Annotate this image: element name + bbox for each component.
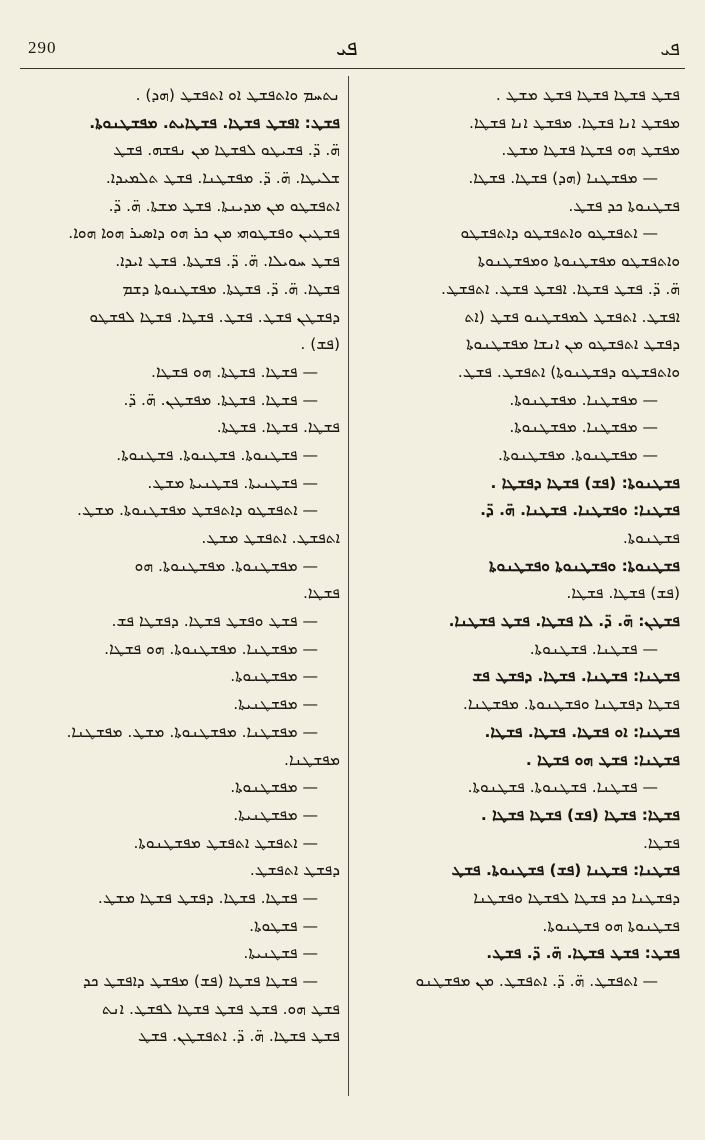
entry-line: — ܡܦܫܛܢܘܬܐ. ܡܦܫܛܢܘܬܐ. ܗܘ	[134, 556, 318, 575]
entry-line: ܕܦܫܛܢܐ ܟܕ ܦܫܛܐ ܠܦܫܛܐ ܘܦܫܛܢܐ	[473, 888, 680, 907]
page-number: 290	[28, 38, 57, 57]
entry-line: — ܐܬܦܫܛܘ ܕܐܬܦܫܛ ܡܦܫܛܢܘܬܐ. ܡܫܛ.	[77, 501, 318, 520]
entry-line: ܘܐܬܦܫܛܘ ܡܦܫܛܢܘܬܐ ܘܡܦܫܛܢܘܬܐ	[477, 252, 680, 271]
entry-line: — ܦܫܛܐ. ܦܫܛܬܐ. ܡܦܫܛܢ. ܗ̈. ܕ̈.	[123, 390, 318, 409]
right-column	[362, 82, 680, 996]
entry-line: — ܡܦܫܛܢܐ (ܗܕ) ܦܫܛܐ. ܦܫܛܐ.	[468, 169, 658, 188]
entry-headword-line: ܦܫܛܢܐ: ܦܫܛܢܐ. ܦܫܛܐ. ܕܦܫܛ ܦܫ	[472, 667, 680, 686]
entry-line: — ܦܫܛܘܬܐ.	[249, 916, 318, 935]
entry-line: ܦܫܛ ܦܫܛܐ. ܗ̈. ܕ̈. ܐܬܦܫܛܢ. ܦܫܛ	[138, 1027, 340, 1046]
entry-line: — ܐܬܦܫܛ. ܗ̈. ܕ̈. ܐܬܦܫܛ. ܡܢ ܡܦܫܛܢܘ	[415, 972, 658, 990]
entry-line: ܦܫܛܐ.	[303, 584, 340, 603]
entry-line: — ܦܫܛܐ. ܦܫܛܬܐ. ܗܘ ܦܫܛܐ.	[151, 362, 318, 381]
entry-headword-line: ܦܫܛܢܘܬܐ: (ܦܫ) ܦܫܛܐ ܕܦܫܛܐ .	[490, 473, 680, 492]
header-rule	[20, 68, 685, 69]
left-column	[22, 82, 340, 1051]
entry-line: — ܡܦܫܛܢܐ. ܡܦܫܛܢܘܬܐ.	[509, 390, 658, 409]
entry-headword-line: ܦܫܛܢܐ: ܘܦܫܛܢܐ. ܦܫܛܢܐ. ܗ̈. ܕ̈.	[480, 501, 680, 520]
entry-line: ܦܫܛܐ. ܗ̈. ܕ̈. ܦܫܛܬܐ. ܡܦܫܛܢܘܬܐ ܕܫܡ	[122, 279, 340, 298]
entry-line: — ܐܬܦܫܛ ܐܬܦܫܛ ܡܦܫܛܢܘܬܐ.	[133, 833, 318, 852]
entry-line: — ܡܦܫܛܢܐ. ܡܦܫܛܢܘܬܐ. ܡܫܛ. ܡܦܫܛܢܐ.	[66, 722, 318, 741]
running-head-right: ܦܝ	[660, 36, 680, 60]
entry-headword-line: ܦܫܛ: ܦܫܛ ܦܫܛܐ. ܗ̈. ܕ̈. ܦܫܛ.	[486, 944, 680, 963]
column-divider	[348, 76, 349, 1096]
entry-line: — ܦܫܛܢܐ. ܦܫܛܢܘܬܐ. ܦܫܛܢܘܬܐ.	[467, 778, 658, 797]
entry-headword-line: ܦܫܛܢ: ܗ̈. ܕ̈. ܠܐ ܦܫܛܐ. ܦܫܛ ܦܫܛܢܐ.	[448, 612, 680, 631]
entry-line: (ܦܫ) ܦܫܛܐ. ܦܫܛܐ.	[566, 584, 680, 603]
entry-line: — ܡܦܫܛܢܝܬܐ.	[233, 805, 318, 824]
entry-line: — ܦܫܛܢܘܬܐ. ܦܫܛܢܘܬܐ. ܦܫܛܢܘܬܐ.	[116, 445, 318, 464]
entry-line: ܕܦܫܛܢ ܦܫܛ. ܦܫܛ. ܦܫܛܐ. ܦܫܛܐ ܠܦܫܛܘ	[89, 307, 340, 326]
entry-line: ܦܫܛ ܗܘ. ܦܫܛ ܦܫܛ ܦܫܛܐ ܠܦܫܛ. ܐܢܬ	[102, 999, 340, 1018]
entry-headword-line: ܦܫܛܢܐ: ܦܫܛܢܐ (ܦܫ) ܦܫܛܢܘܬܐ. ܦܫܛ	[451, 861, 680, 880]
entry-line: — ܡܦܫܛܢܐ. ܡܦܫܛܢܘܬܐ.	[509, 418, 658, 437]
entry-headword-line: ܦܫܛܢܐ: ܐܘ ܦܫܛܐ. ܦܫܛܐ. ܦܫܛܐ.	[484, 722, 680, 741]
entry-line: ܐܬܦܫܛ. ܐܬܦܫܛ ܡܫܛ.	[201, 529, 340, 547]
entry-line: ܦܫܛܐ ܕܦܫܛܢܐ ܘܦܫܛܢܘܬܐ. ܡܦܫܛܢܐ.	[462, 695, 680, 714]
entry-line: ܦܫܛ ܦܫܛܐ ܦܫܛܐ ܦܫܛ ܡܫܛ .	[495, 86, 680, 104]
entry-line: — ܐܬܦܫܛܘ ܘܐܬܦܫܛܘ ܕܐܬܦܫܛܘ	[460, 224, 658, 243]
entry-headword-line: ܦܫܛ: ܐܦܫܛ ܦܫܛܐ. ܦܫܛܐܝܬ. ܡܦܫܛܢܘܬܐ.	[89, 113, 340, 132]
entry-line: (ܦܫ) .	[300, 335, 340, 354]
entry-line: — ܦܫܛܢܐ. ܦܫܛܢܘܬܐ.	[529, 639, 658, 658]
entry-line: ܦܫܛܐ. ܦܫܛܐ. ܦܫܛܬܐ.	[216, 418, 340, 437]
entry-line: ܡܦܫܛ ܐܢܐ ܦܫܛܐ. ܡܦܫܛ ܐܢܐ ܦܫܛܐ.	[469, 113, 680, 132]
entry-headword-line: ܦܫܛܢܐ: ܦܫܛ ܗܘ ܦܫܛܐ .	[525, 750, 680, 769]
entry-line: — ܡܦܫܛܢܝܬܐ.	[233, 695, 318, 714]
entry-headword-line: ܦܫܛܢܘܬܐ: ܘܦܫܛܢܘܬܐ ܘܦܫܛܢܘܬܐ	[489, 556, 680, 575]
entry-line: ܦܫܛܢܘܬܐ ܟܕ ܦܫܛ.	[568, 196, 680, 215]
entry-line: ܫܠܝܛܐ. ܗ̈. ܕ̈. ܡܦܫܛܢܐ. ܦܫܛ ܬܠܡܝܕܐ.	[105, 169, 340, 188]
entry-line: ܦܫܛܐ.	[643, 833, 680, 852]
entry-line: — ܡܦܫܛܢܘܬܐ.	[230, 667, 318, 686]
entry-line: ܢܬܚܡ ܘܐܬܦܫܛ ܐܘ ܐܬܦܫܛ (ܗܕ) .	[135, 86, 340, 104]
entry-line: — ܦܫܛܢܝܬܐ.	[243, 944, 318, 963]
entry-line: ܦܫܛܝܢ ܘܦܫܛܘܗܝ ܡܢ ܟܪ ܗܘ ܕܐܣܝܪ ܗܘܐ ܗܘܐ.	[68, 224, 340, 243]
entry-line: ܘܐܬܦܫܛܘ ܕܦܫܛܢܘܬܐ) ܐܬܦܫܛ. ܦܫܛ.	[457, 362, 680, 381]
entry-headword-line: ܦܫܛܐ: ܦܫܛܐ (ܦܫ) ܦܫܛܐ ܦܫܛܐ .	[480, 805, 680, 824]
entry-line: ܕܦܫܛ ܐܬܦܫܛ.	[249, 861, 340, 880]
entry-line: ܦܫܛܢܘܬܐ ܗܘ ܦܫܛܢܘܬܐ.	[542, 916, 680, 935]
entry-line: ܐܬܦܫܛܘ ܡܢ ܡܕܝܢܬܐ. ܦܫܛ ܡܫܬܐ. ܗ̈. ܕ̈.	[108, 196, 340, 215]
entry-line: — ܦܫܛܢܝܬܐ. ܦܫܛܢܝܬܐ ܡܫܛ.	[147, 473, 318, 492]
entry-line: ܗ̈. ܕ̈. ܦܫܛ ܦܫܛܐ. ܐܦܫܛ ܦܫܛ. ܐܬܦܫܛ.	[441, 279, 680, 298]
entry-line: ܡܦܫܛܢܐ.	[284, 750, 340, 769]
entry-line: ܡܦܫܛ ܗܘ ܦܫܛܐ ܦܫܛܐ ܡܫܛ.	[501, 141, 680, 160]
entry-line: ܗ̈. ܕ̈. ܦܫܝܛܘ ܠܦܫܛܐ ܡܢ ܢܦܫܗ. ܦܫܛ	[113, 141, 340, 160]
entry-line: ܕܦܫܛ ܐܬܦܫܛܘ ܡܢ ܐܢܫܐ ܡܦܫܛܢܘܬܐ	[466, 335, 680, 354]
running-head-center: ܦܝ	[336, 36, 358, 61]
entry-line: — ܦܫܛܐ ܦܫܛܐ (ܦܫ) ܡܦܫܛ ܕܐܦܫܛ ܟܕ	[83, 972, 318, 990]
entry-line: ܐܦܫܛ. ܐܬܦܫܛ ܠܡܦܫܛܢܘ ܦܫܛ (ܐܬ	[464, 307, 680, 326]
entry-line: — ܡܦܫܛܢܘܬܐ. ܡܦܫܛܢܘܬܐ.	[497, 445, 658, 464]
entry-line: ܦܫܛܢܘܬܐ.	[622, 529, 680, 547]
entry-line: — ܡܦܫܛܢܘܬܐ.	[230, 778, 318, 797]
entry-line: ܦܫܛ ܚܘܝܠܐ. ܗ̈. ܕ̈. ܦܫܛܬܐ. ܦܫܛ ܐܝܕܐ.	[115, 252, 340, 271]
entry-line: — ܡܦܫܛܢܐ. ܡܦܫܛܢܘܬܐ. ܗܘ ܦܫܛܐ.	[104, 639, 318, 658]
entry-line: — ܦܫܛܐ. ܦܫܛܐ. ܕܦܫܛ ܦܫܛܐ ܡܫܛ.	[97, 888, 318, 907]
entry-line: — ܦܫܛ ܘܦܫܛ ܦܫܛܐ. ܕܦܫܛܐ ܦܫ.	[111, 612, 318, 631]
